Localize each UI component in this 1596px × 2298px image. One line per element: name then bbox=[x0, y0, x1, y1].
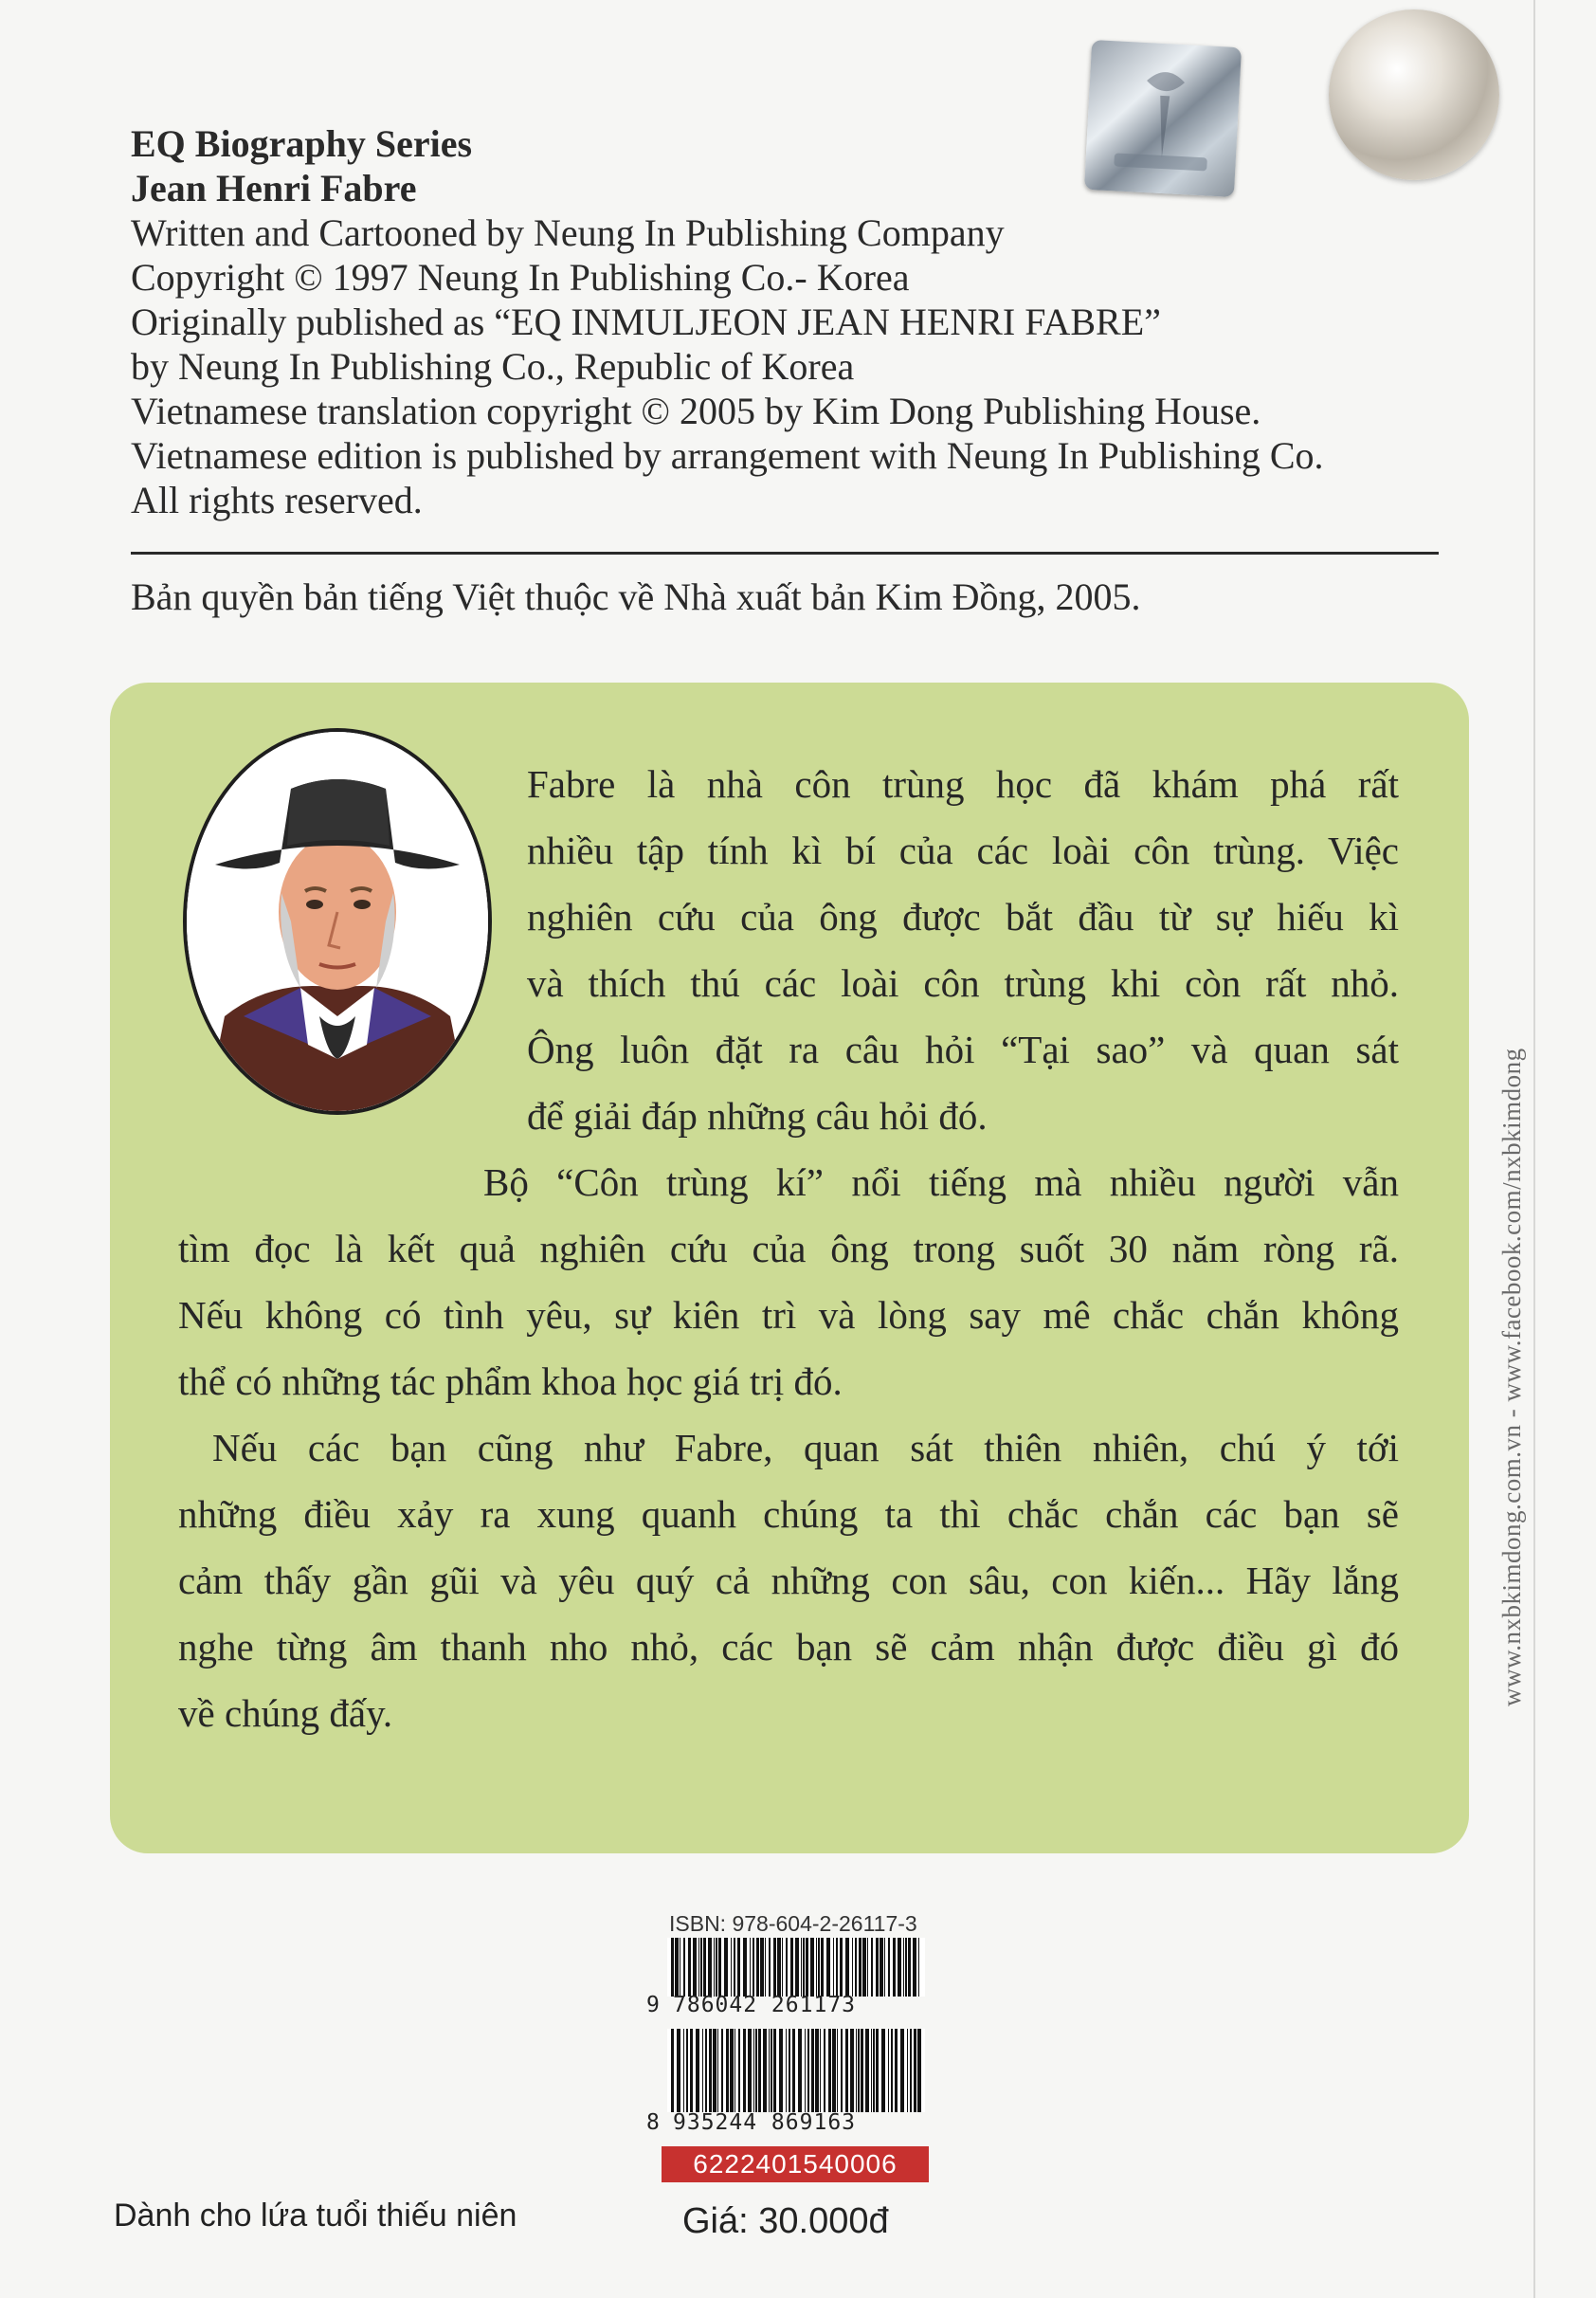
blurb-line: nghiên cứu của ông được bắt đầu từ sự hiếu kì bbox=[527, 895, 1399, 939]
blurb-line: nhiều tập tính kì bí của các loài côn trùng. Việc bbox=[527, 829, 1399, 872]
isbn-barcode-icon bbox=[667, 1938, 925, 1997]
credit-line: Vietnamese edition is published by arrangement with Neung In Publishing Co. bbox=[131, 434, 1324, 477]
blurb-paragraph-1 bbox=[527, 751, 1399, 1149]
book-title: Jean Henri Fabre bbox=[131, 167, 417, 210]
blurb-line: Ông luôn đặt ra câu hỏi “Tại sao” và quan sát bbox=[527, 1028, 1399, 1071]
fabre-portrait-icon bbox=[183, 728, 492, 1115]
credit-line: Originally published as “EQ INMULJEON JEAN HENRI FABRE” bbox=[131, 301, 1161, 343]
blurb-line: để giải đáp những câu hỏi đó. bbox=[527, 1094, 988, 1138]
blurb-line: về chúng đấy. bbox=[178, 1691, 393, 1735]
blurb-line: nghe từng âm thanh nho nhỏ, các bạn sẽ cảm nhận được điều gì đó bbox=[178, 1625, 1399, 1669]
credit-line: by Neung In Publishing Co., Republic of Korea bbox=[131, 345, 855, 388]
blurb-line: cảm thấy gần gũi và yêu quý cả những con sâu, con kiến... Hãy lắng bbox=[178, 1559, 1399, 1602]
blurb-line: và thích thú các loài côn trùng khi còn rất nhỏ. bbox=[527, 961, 1399, 1005]
credit-line: All rights reserved. bbox=[131, 479, 423, 521]
credit-line: Written and Cartooned by Neung In Publishing Company bbox=[131, 211, 1005, 254]
blurb-paragraph-3 bbox=[178, 1414, 1399, 1746]
ean-barcode-icon bbox=[667, 2029, 925, 2112]
credits-block bbox=[131, 121, 1458, 522]
vietnamese-copyright: Bản quyền bản tiếng Việt thuộc về Nhà xuất bản Kim Đồng, 2005. bbox=[131, 575, 1141, 618]
blurb-line: Bộ “Côn trùng kí” nổi tiếng mà nhiều người vẫn bbox=[483, 1160, 1399, 1204]
credit-line: Vietnamese translation copyright © 2005 by Kim Dong Publishing House. bbox=[131, 390, 1261, 432]
blurb-line: những điều xảy ra xung quanh chúng ta thì chắc chắn các bạn sẽ bbox=[178, 1492, 1399, 1536]
isbn-first-digit: 9 bbox=[646, 1993, 661, 2017]
blurb-line: thể có những tác phẩm khoa học giá trị đó. bbox=[178, 1359, 843, 1403]
blurb-line: Nếu không có tình yêu, sự kiên trì và lòng say mê chắc chắn không bbox=[178, 1293, 1399, 1337]
publisher-url: www.nxbkimdong.com.vn - www.facebook.com/nxbkimdong bbox=[1497, 1048, 1526, 1706]
internal-code-label: 6222401540006 bbox=[662, 2146, 929, 2182]
isbn-digits: 786042 261173 bbox=[673, 1993, 857, 2017]
blurb-paragraph-2-first-line bbox=[483, 1149, 1399, 1215]
divider bbox=[131, 552, 1439, 555]
ean-first-digit: 8 bbox=[646, 2110, 661, 2135]
audience-label: Dành cho lứa tuổi thiếu niên bbox=[114, 2198, 517, 2234]
series-title: EQ Biography Series bbox=[131, 122, 473, 165]
isbn-label: ISBN: 978-604-2-26117-3 bbox=[669, 1911, 917, 1936]
spine-edge bbox=[1533, 0, 1535, 2298]
price-label: Giá: 30.000đ bbox=[682, 2201, 889, 2241]
blurb-line: Nếu các bạn cũng như Fabre, quan sát thiên nhiên, chú ý tới bbox=[212, 1426, 1399, 1469]
blurb-line: tìm đọc là kết quả nghiên cứu của ông trong suốt 30 năm ròng rã. bbox=[178, 1227, 1399, 1270]
blurb-paragraph-2 bbox=[178, 1215, 1399, 1414]
ean-digits: 935244 869163 bbox=[673, 2110, 857, 2135]
blurb-line: Fabre là nhà côn trùng học đã khám phá rất bbox=[527, 762, 1399, 806]
credit-line: Copyright © 1997 Neung In Publishing Co.- Korea bbox=[131, 256, 910, 299]
